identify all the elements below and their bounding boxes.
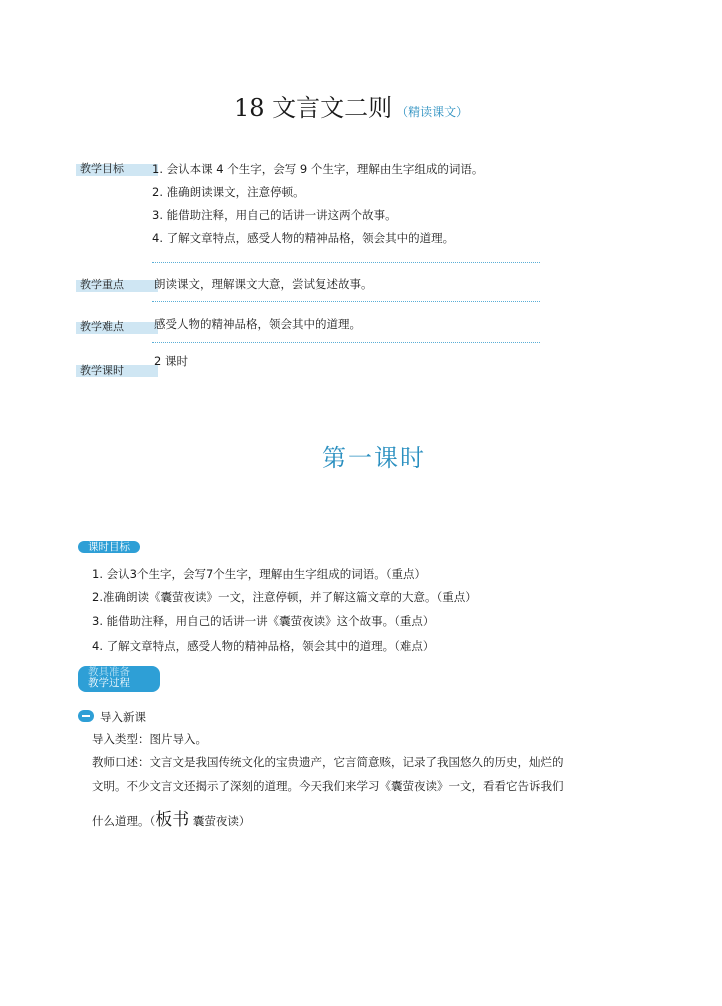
section-number-icon [78, 710, 94, 722]
page-title [234, 88, 468, 123]
para-line-last [92, 805, 250, 830]
divider [152, 301, 540, 302]
goal-item: 1. 会认本课 4 个生字，会写 9 个生字，理解由生字组成的词语。 [152, 162, 484, 176]
lesson-title: 第一课时 [322, 444, 426, 472]
key-text: 朗读课文，理解课文大意，尝试复述故事。 [154, 277, 373, 291]
divider [152, 262, 540, 263]
objectives-pill: 课时目标 [78, 541, 140, 553]
goal-item: 2. 准确朗读课文，注意停顿。 [152, 185, 305, 199]
divider [152, 342, 540, 343]
hours-text: 2 课时 [154, 354, 188, 368]
para-line: 文明。不少文言文还揭示了深刻的道理。今天我们来学习《囊萤夜读》一文，看看它告诉我们 [92, 779, 564, 793]
goals-label: 教学目标 [80, 162, 124, 175]
section-title: 导入新课 [100, 710, 146, 724]
board-text: 囊萤夜读） [192, 814, 251, 828]
hours-label: 教学课时 [80, 364, 124, 377]
title-subtitle: （精读课文） [396, 105, 469, 119]
objective-item: 3. 能借助注释，用自己的话讲一讲《囊萤夜读》这个故事。（重点） [92, 614, 435, 628]
title-text: 18 文言文二则 [234, 94, 393, 122]
objective-item: 1. 会认3个生字，会写7个生字，理解由生字组成的词语。（重点） [92, 567, 427, 581]
board-label: 板书 [155, 810, 190, 830]
key-label: 教学重点 [80, 278, 124, 291]
prep-label: 教具准备 [88, 666, 130, 678]
difficulty-text: 感受人物的精神品格，领会其中的道理。 [154, 317, 361, 331]
goal-item: 4. 了解文章特点，感受人物的精神品格，领会其中的道理。 [152, 231, 455, 245]
difficulty-label: 教学难点 [80, 320, 124, 333]
process-pill [78, 666, 160, 692]
objective-item: 4. 了解文章特点，感受人物的精神品格，领会其中的道理。（难点） [92, 639, 435, 653]
para-line: 教师口述：文言文是我国传统文化的宝贵遗产，它言简意赅，记录了我国悠久的历史，灿烂的 [92, 755, 564, 769]
import-type: 导入类型：图片导入。 [92, 732, 207, 746]
goal-item: 3. 能借助注释，用自己的话讲一讲这两个故事。 [152, 208, 397, 222]
process-label: 教学过程 [88, 677, 130, 689]
objective-item: 2.准确朗读《囊萤夜读》一文，注意停顿，并了解这篇文章的大意。（重点） [92, 590, 477, 604]
para-line-start: 什么道理。（ [92, 814, 156, 828]
